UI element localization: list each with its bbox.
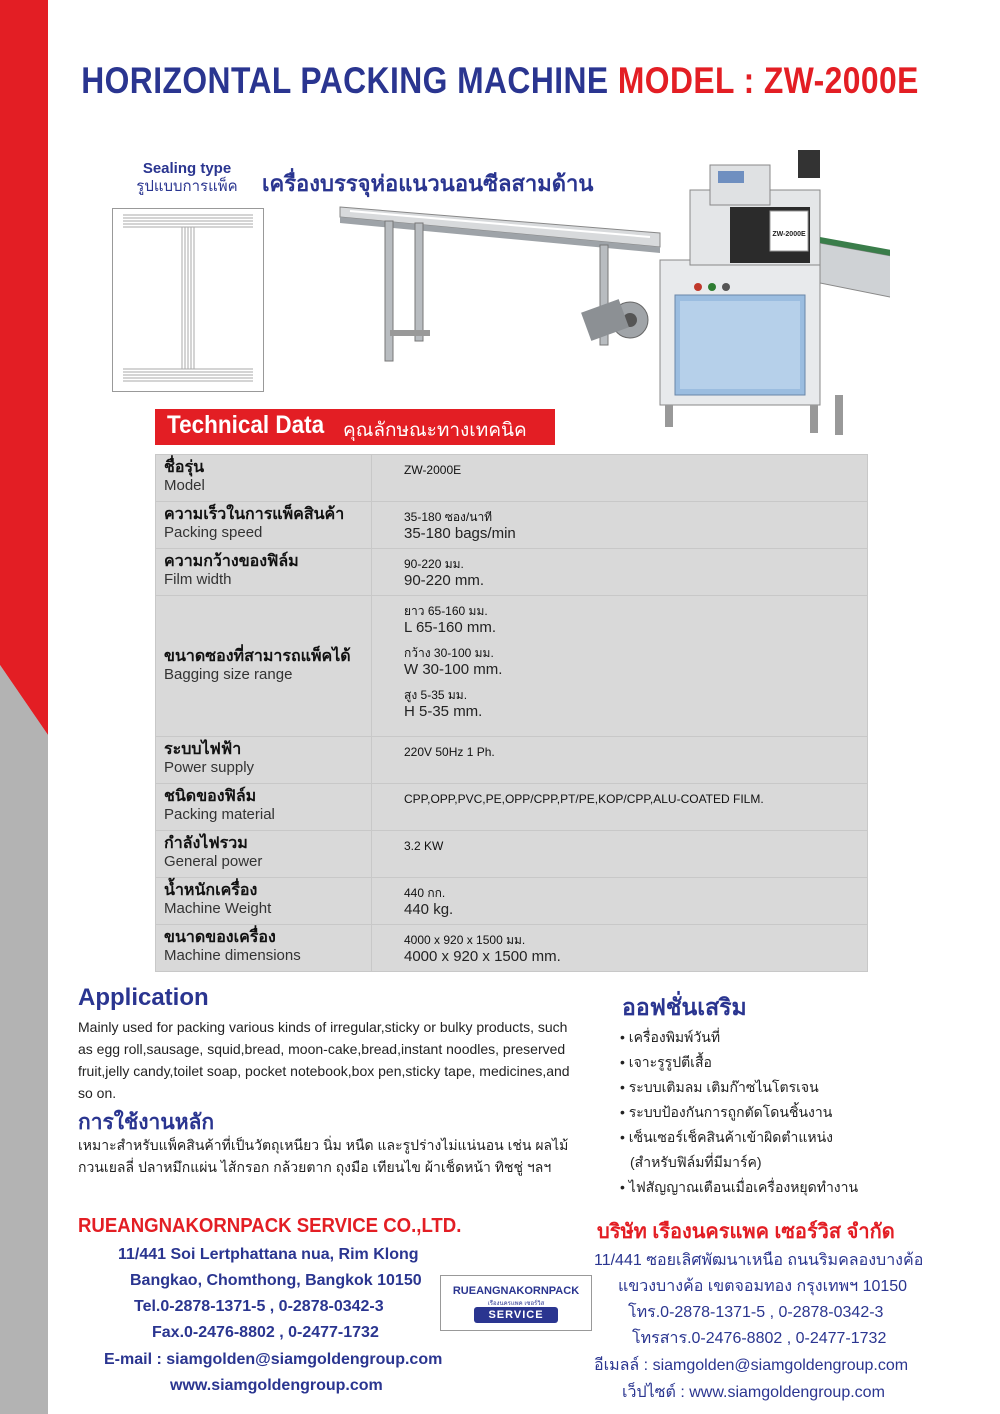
company-name-th: บริษัท เรืองนครแพค เซอร์วิส จำกัด — [597, 1221, 895, 1243]
title-model: MODEL : ZW-2000E — [617, 60, 919, 101]
page-title — [70, 60, 930, 102]
spec-label-en: Packing speed — [164, 524, 263, 541]
list-item: • ระบบเติมลม เติมก๊าซไนโตรเจน — [620, 1079, 819, 1095]
sealing-type-diagram — [112, 208, 264, 392]
spec-label-th: ชนิดของฟิล์ม — [164, 788, 257, 805]
spec-value-th: ZW-2000E — [404, 463, 462, 477]
packing-machine-image — [330, 145, 890, 445]
spec-label — [156, 925, 372, 972]
options-title: ออฟชั่นเสริม — [622, 994, 747, 1020]
spec-label-en: Model — [164, 477, 205, 494]
spec-value-en: H 5-35 mm. — [404, 703, 483, 720]
table-row — [156, 596, 868, 737]
machine-subtitle-th: เครื่องบรรจุห่อแนวนอนซีลสามด้าน — [262, 171, 594, 196]
spec-value-th: 35-180 ซอง/นาที — [404, 510, 493, 524]
list-item: • ไฟสัญญาณเตือนเมื่อเครื่องหยุดทำงาน — [620, 1179, 859, 1195]
spec-label — [156, 784, 372, 831]
list-item: • เซ็นเซอร์เช็คสินค้าเข้าผิดตำแหน่ง — [620, 1129, 833, 1145]
left-decorative-band — [0, 0, 48, 1414]
spec-value — [372, 831, 868, 878]
company-address-th: แขวงบางค้อ เขตจอมทอง กรุงเทพฯ 10150 — [618, 1278, 908, 1295]
technical-data-title-en: Technical Data — [167, 411, 325, 439]
list-item: • เครื่องพิมพ์วันที่ — [620, 1029, 721, 1045]
spec-value — [372, 878, 868, 925]
sealing-type-en: Sealing type — [142, 160, 232, 177]
spec-value-en: 440 kg. — [404, 901, 454, 918]
spec-label-en: Film width — [164, 571, 232, 588]
spec-value — [372, 784, 868, 831]
company-fax-en: Fax.0-2476-8802 , 0-2477-1732 — [152, 1324, 379, 1341]
company-logo — [440, 1275, 592, 1331]
table-row — [156, 737, 868, 784]
spec-label — [156, 549, 372, 596]
sealing-type-label — [112, 160, 262, 196]
spec-label-th: ขนาดของเครื่อง — [164, 929, 276, 946]
company-email-en[interactable]: E-mail : siamgolden@siamgoldengroup.com — [104, 1351, 443, 1368]
spec-label-th: ความเร็วในการแพ็คสินค้า — [164, 506, 345, 523]
spec-value-en: 35-180 bags/min — [404, 525, 516, 542]
spec-value-th: 4000 x 920 x 1500 มม. — [404, 933, 526, 947]
three-side-seal-icon — [113, 209, 263, 391]
spec-label-th: ชื่อรุ่น — [164, 459, 204, 476]
company-name-en: RUEANGNAKORNPACK SERVICE CO.,LTD. — [78, 1215, 462, 1237]
spec-label-en: General power — [164, 853, 263, 870]
spec-label-en: Packing material — [164, 806, 275, 823]
spec-label-en: Machine Weight — [164, 900, 272, 917]
spec-label-th: กำลังไฟรวม — [164, 835, 248, 852]
list-item: • เจาะรูรูปตีเสื้อ — [620, 1054, 712, 1070]
spec-label — [156, 596, 372, 737]
spec-label — [156, 737, 372, 784]
options-list — [620, 1025, 920, 1200]
spec-value-en: 90-220 mm. — [404, 572, 485, 589]
spec-value-th: 3.2 KW — [404, 839, 444, 853]
spec-label-th: ขนาดซองที่สามารถแพ็คได้ — [164, 648, 351, 665]
logo-subtitle: เรืองนครแพค เซอร์วิส — [487, 1301, 545, 1307]
company-website-en[interactable]: www.siamgoldengroup.com — [170, 1377, 383, 1394]
company-fax-th: โทรสาร.0-2476-8802 , 0-2477-1732 — [632, 1330, 887, 1347]
list-item: • ระบบป้องกันการถูกตัดโดนชิ้นงาน — [620, 1104, 833, 1120]
spec-label-en: Bagging size range — [164, 666, 293, 683]
table-row — [156, 878, 868, 925]
spec-label-th: ความกว้างของฟิล์ม — [164, 553, 299, 570]
company-address-en: Bangkao, Chomthong, Bangkok 10150 — [130, 1272, 422, 1289]
table-row — [156, 455, 868, 502]
spec-value-en: W 30-100 mm. — [404, 661, 503, 678]
spec-value — [372, 549, 868, 596]
machine-plate-text: ZW-2000E — [772, 231, 806, 238]
spec-value — [372, 502, 868, 549]
table-row — [156, 831, 868, 878]
company-address-en: 11/441 Soi Lertphattana nua, Rim Klong — [118, 1246, 419, 1263]
spec-label-th: น้ำหนักเครื่อง — [164, 882, 258, 899]
spec-label-en: Power supply — [164, 759, 255, 776]
spec-value-th: 90-220 มม. — [404, 557, 464, 571]
main-use-title: การใช้งานหลัก — [78, 1111, 215, 1134]
spec-value-en: 4000 x 920 x 1500 mm. — [404, 948, 561, 965]
company-address-th: 11/441 ซอยเลิศพัฒนาเหนือ ถนนริมคลองบางค้อ — [594, 1252, 924, 1269]
technical-data-title-th: คุณลักษณะทางเทคนิค — [343, 420, 527, 441]
sealing-type-th: รูปแบบการแพ็ค — [136, 178, 238, 195]
spec-label — [156, 878, 372, 925]
spec-value-th: 440 กก. — [404, 886, 446, 900]
table-row — [156, 925, 868, 972]
spec-value-th: กว้าง 30-100 มม. — [404, 646, 494, 660]
list-item: (สำหรับฟิล์มที่มีมาร์ค) — [630, 1154, 762, 1170]
spec-table — [155, 454, 868, 972]
spec-value-th: สูง 5-35 มม. — [404, 688, 468, 702]
company-phone-th: โทร.0-2878-1371-5 , 0-2878-0342-3 — [628, 1304, 884, 1321]
spec-value — [372, 596, 868, 737]
technical-data-header — [155, 409, 555, 445]
company-email-th[interactable]: อีเมลล์ : siamgolden@siamgoldengroup.com — [594, 1357, 909, 1374]
spec-value — [372, 925, 868, 972]
spec-label — [156, 455, 372, 502]
application-text: Mainly used for packing various kinds of irregular,sticky or bulky products, such as egg roll,sausage, squid,bread, moon-cake,bread,instant noodles, preserved fruit,jelly candy,toilet soap, pocket notebook,box pen,sticky tape, medicines,and so on. — [78, 1019, 570, 1101]
main-use-text: เหมาะสำหรับแพ็คสินค้าที่เป็นวัตถุเหนียว นิ่ม หนืด และรูปร่างไม่แน่นอน เช่น ผลไม้กวนเยลลี่ ปลาหมึกแผ่น ไส้กรอก กล้วยตาก ถุงมือ เทียนไข ผ้าเช็ดหน้า ทิชชู่ ฯลฯ — [78, 1137, 569, 1175]
spec-value — [372, 737, 868, 784]
title-product: HORIZONTAL PACKING MACHINE — [81, 60, 609, 101]
logo-name: RUEANGNAKORNPACK — [452, 1285, 580, 1297]
company-website-th[interactable]: เว็ปไซต์ : www.siamgoldengroup.com — [622, 1384, 885, 1401]
spec-value-en: L 65-160 mm. — [404, 619, 496, 636]
spec-value — [372, 455, 868, 502]
company-phone-en: Tel.0-2878-1371-5 , 0-2878-0342-3 — [134, 1298, 384, 1315]
table-row — [156, 784, 868, 831]
spec-label-en: Machine dimensions — [164, 947, 301, 964]
spec-label — [156, 831, 372, 878]
spec-value-th: ยาว 65-160 มม. — [404, 604, 488, 618]
spec-label-th: ระบบไฟฟ้า — [164, 741, 242, 758]
logo-service-badge: SERVICE — [474, 1307, 558, 1323]
table-row — [156, 502, 868, 549]
spec-value-th: CPP,OPP,PVC,PE,OPP/CPP,PT/PE,KOP/CPP,ALU-COATED FILM. — [404, 792, 764, 806]
application-title: Application — [78, 984, 209, 1011]
table-row — [156, 549, 868, 596]
spec-value-th: 220V 50Hz 1 Ph. — [404, 745, 495, 759]
spec-label — [156, 502, 372, 549]
